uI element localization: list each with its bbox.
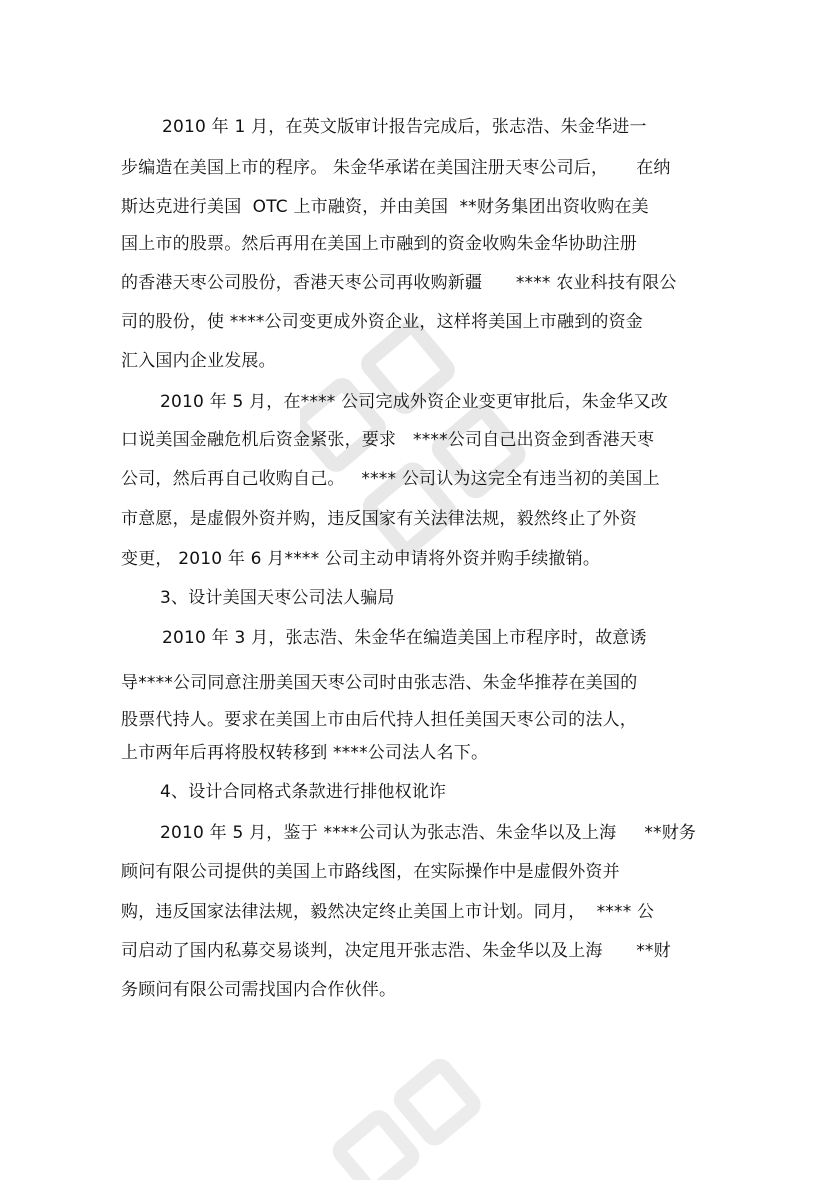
paragraph-line: 2010 年 1 月，在英文版审计报告完成后，张志浩、朱金华进一	[162, 117, 647, 137]
paragraph-line: 务顾问有限公司需找国内合作伙伴。	[121, 980, 397, 1000]
watermark-stamp-icon	[330, 1040, 570, 1180]
paragraph-line: 股票代持人。要求在美国上市由后代持人担任美国天枣公司的法人，	[121, 710, 637, 730]
paragraph-line: 司启动了国内私募交易谈判，决定甩开张志浩、朱金华以及上海 **财	[121, 941, 671, 961]
paragraph-line: 变更， 2010 年 6 月**** 公司主动申请将外资并购手续撤销。	[121, 549, 601, 569]
paragraph-line: 步编造在美国上市的程序。 朱金华承诺在美国注册天枣公司后， 在纳	[121, 158, 671, 178]
paragraph-line: 口说美国金融危机后资金紧张，要求 ****公司自己出资金到香港天枣	[121, 430, 655, 450]
paragraph-line: 2010 年 5 月，鉴于 ****公司认为张志浩、朱金华以及上海 **财务	[160, 823, 697, 843]
paragraph-line: 国上市的股票。然后再用在美国上市融到的资金收购朱金华协助注册	[121, 234, 637, 254]
paragraph-line: 购，违反国家法律法规，毅然决定终止美国上市计划。同月， **** 公	[121, 902, 655, 922]
paragraph-line: 市意愿，是虚假外资并购，违反国家有关法律法规，毅然终止了外资	[121, 509, 637, 529]
section-heading: 4、设计合同格式条款进行排他权讹诈	[160, 782, 447, 802]
section-heading: 3、设计美国天枣公司法人骗局	[160, 588, 395, 608]
paragraph-line: 汇入国内企业发展。	[121, 351, 276, 371]
paragraph-line: 斯达克进行美国 OTC 上市融资，并由美国 **财务集团出资收购在美	[121, 197, 649, 217]
paragraph-line: 导****公司同意注册美国天枣公司时由张志浩、朱金华推荐在美国的	[121, 673, 638, 693]
paragraph-line: 顾问有限公司提供的美国上市路线图，在实际操作中是虚假外资并	[121, 862, 620, 882]
paragraph-line: 2010 年 5 月，在**** 公司完成外资企业变更审批后，朱金华又改	[160, 392, 668, 412]
paragraph-line: 2010 年 3 月，张志浩、朱金华在编造美国上市程序时，故意诱	[162, 628, 647, 648]
paragraph-line: 上市两年后再将股权转移到 ****公司法人名下。	[121, 743, 489, 763]
paragraph-line: 的香港天枣公司股份，香港天枣公司再收购新疆 **** 农业科技有限公	[121, 273, 677, 293]
paragraph-line: 司的股份，使 ****公司变更成外资企业，这样将美国上市融到的资金	[121, 312, 644, 332]
paragraph-line: 公司，然后再自己收购自己。 **** 公司认为这完全有违当初的美国上	[121, 469, 660, 489]
